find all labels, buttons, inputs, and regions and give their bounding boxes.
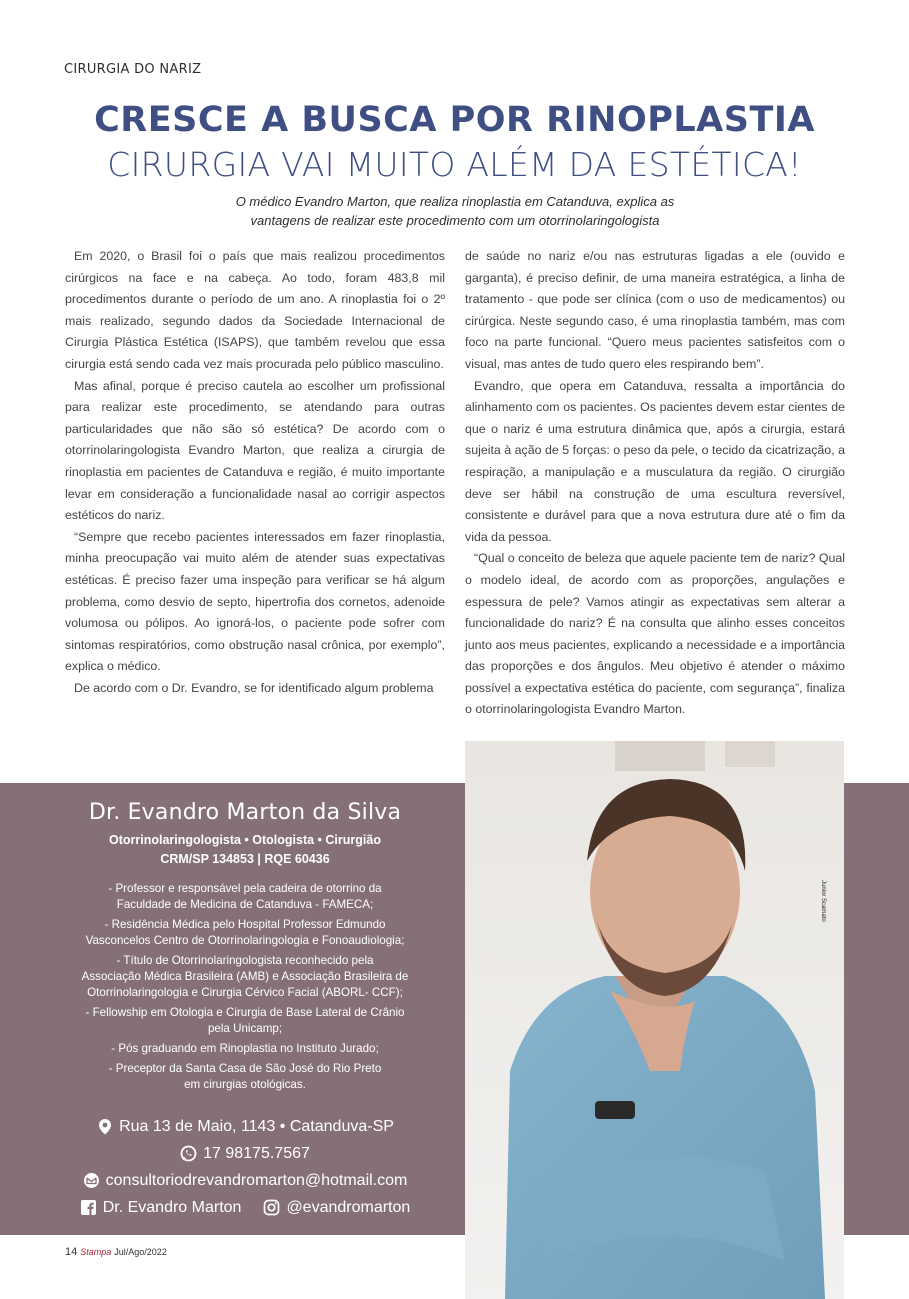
cv-line: Otorrinolaringologia e Cirurgia Cérvico Facial (ABORL- CCF); [87,986,403,999]
instagram-icon [263,1199,280,1216]
cv-line: - Título de Otorrinolaringologista reconhecido pela [116,954,374,967]
facebook-name: Dr. Evandro Marton [102,1199,242,1216]
issue-date: Jul/Ago/2022 [114,1247,167,1257]
cv-line: - Professor e responsável pela cadeira de otorrino da [108,882,382,895]
paragraph: De acordo com o Dr. Evandro, se for identificado algum problema [74,680,434,695]
doctor-photo [465,741,844,1299]
section-label: CIRURGIA DO NARIZ [64,62,202,77]
location-pin-icon [96,1118,113,1135]
paragraph: Em 2020, o Brasil foi o país que mais realizou procedimentos cirúrgicos na face e na cabeça. Ao todo, foram 483,8 mil procedimentos durante o período de um ano. A rinoplastia foi o 2º mais realizado, segundo dados da Sociedade Internacional de Cirurgia Plástica Estética (ISAPS), que também revelou que essa cirurgia está sendo cada vez mais procurada pelo público masculino. [65,249,445,371]
cv-item [60,917,430,949]
cv-line: - Fellowship em Otologia e Cirurgia de Base Lateral de Crânio [85,1006,405,1019]
contact-block [60,1113,430,1221]
email-address: consultoriodrevandromarton@hotmail.com [105,1172,408,1189]
cv-line: Faculdade de Medicina de Catanduva - FAMECA; [116,898,374,911]
subheadline: CIRURGIA VAI MUITO ALÉM DA ESTÉTICA! [107,145,802,184]
cv-item [60,881,430,913]
cv-item [60,1041,430,1057]
cv-line: Vasconcelos Centro de Otorrinolaringologia e Fonoaudiologia; [85,934,405,947]
instagram-link[interactable] [263,1194,410,1221]
social-row [60,1194,430,1221]
address-text: Rua 13 de Maio, 1143 • Catanduva-SP [119,1118,394,1135]
cv-line: pela Unicamp; [207,1022,283,1035]
instagram-handle: @evandromarton [286,1199,411,1216]
body-column-left [65,246,445,699]
cv-line: Associação Médica Brasileira (AMB) e Associação Brasileira de [81,970,409,983]
lede-line: O médico Evandro Marton, que realiza rinoplastia em Catanduva, explica as [235,194,675,209]
cv-line: - Pós graduando em Rinoplastia no Instituto Jurado; [111,1042,379,1055]
paragraph: de saúde no nariz e/ou nas estruturas ligadas a ele (ouvido e garganta), é preciso definir, de uma maneira estratégica, a linha de tratamento - que pode ser clínica (com o uso de medicamentos) ou cirúrgica. Neste segundo caso, é uma rinoplastia também, mas com foco na parte funcional. “Quero meus pacientes satisfeitos com o visual, mas antes de tudo quero eles respirando bem”. [465,249,845,371]
body-column-right [465,246,845,721]
doctor-cv [60,881,430,1093]
page-footer [65,1246,167,1258]
doctor-portrait-illustration [465,741,844,1299]
facebook-icon [80,1199,97,1216]
cv-item [60,1061,430,1093]
paragraph: Evandro, que opera em Catanduva, ressalta a importância do alinhamento com os pacientes. Os pacientes devem estar cientes de que o nariz é uma estrutura dinâmica que, após a cirurgia, estará sujeita à ação de 5 forças: o peso da pele, o tecido da cicatrização, a respiração, a manipulação e a musculatura da região. O cirurgião deve ser hábil na construção de uma escultura reversível, consistente e durável para que a nova estrutura dure até o fim da vida da pessoa. [465,378,845,544]
headline: CRESCE A BUSCA POR RINOPLASTIA [94,100,815,140]
doctor-card [60,800,430,1097]
lede [150,192,760,230]
page-number: 14 [65,1246,78,1258]
email-row[interactable] [60,1167,430,1194]
cv-line: em cirurgias otológicas. [184,1078,306,1091]
cv-line: - Residência Médica pelo Hospital Professor Edmundo [104,918,386,931]
cv-item [60,1005,430,1037]
doctor-specialties: Otorrinolaringologista • Otologista • Cirurgião [109,833,381,847]
email-icon [83,1172,100,1189]
photo-credit: Junior Scamato [820,880,826,922]
paragraph: “Qual o conceito de beleza que aquele paciente tem de nariz? Qual o modelo ideal, de acordo com as proporções, angulações e espessura de pele? Vamos atingir as expectativas sem alterar a funcionalidade do nariz? É na consulta que alinho esses conceitos junto aos meus pacientes, explicando a necessidade e a importância das proporções e dos ângulos. Meu objetivo é atender o máximo possível a expectativa estética do paciente, com segurança”, finaliza o otorrinolaringologista Evandro Marton. [465,551,845,717]
cv-item [60,953,430,1001]
magazine-brand: Stampa [80,1247,112,1257]
facebook-link[interactable] [80,1194,242,1221]
lede-line: vantagens de realizar este procedimento com um otorrinolaringologista [250,213,660,228]
doctor-name: Dr. Evandro Marton da Silva [88,800,402,825]
doctor-crm: CRM/SP 134853 | RQE 60436 [160,852,330,866]
whatsapp-row[interactable] [60,1140,430,1167]
paragraph: “Sempre que recebo pacientes interessados em fazer rinoplastia, minha preocupação vai muito além de atender suas expectativas estéticas. É preciso fazer uma inspeção para verificar se há algum problema, como desvio de septo, hipertrofia dos cornetos, adenoide volumosa ou pólipos. Ao ignorá-los, o paciente pode sofrer com sintomas respiratórios, como obstrução nasal crônica, por exemplo”, explica o médico. [65,529,445,674]
whatsapp-number: 17 98175.7567 [203,1145,310,1162]
cv-line: - Preceptor da Santa Casa de São José do Rio Preto [108,1062,382,1075]
paragraph: Mas afinal, porque é preciso cautela ao escolher um profissional para realizar este procedimento, se atendando para outras particularidades que não são só estética? De acordo com o otorrinolaringologista Evandro Marton, que realiza a cirurgia de rinoplastia em pacientes de Catanduva e região, é muito importante levar em consideração a funcionalidade nasal ao corrigir aspectos estéticos do nariz. [65,378,445,523]
address-row [60,1113,430,1140]
whatsapp-icon [180,1145,197,1162]
